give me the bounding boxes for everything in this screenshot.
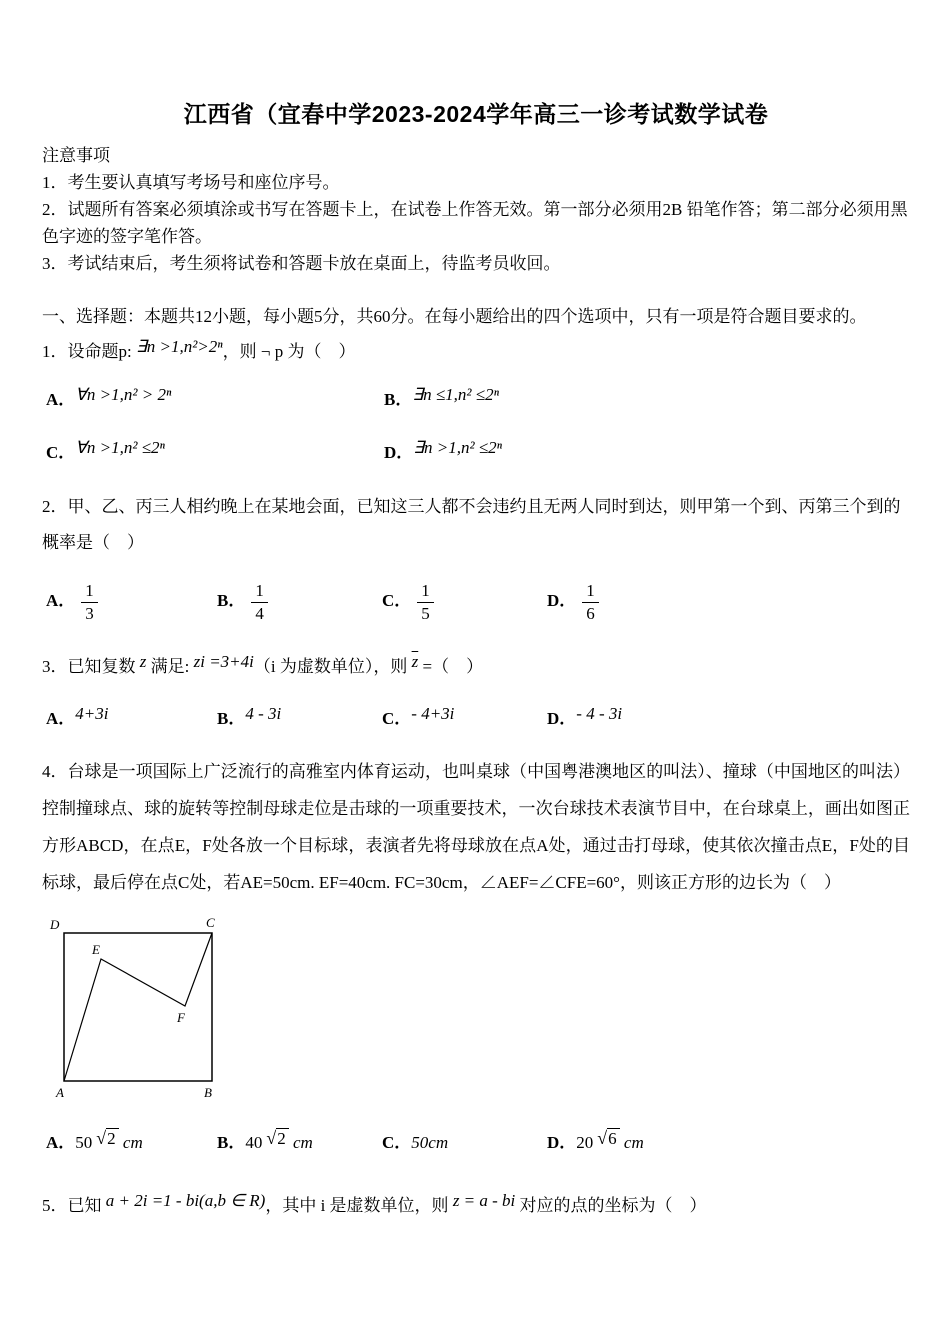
question-1-option-d — [384, 438, 910, 463]
q1-option-c-label: C． — [46, 443, 76, 462]
fraction-denominator: 5 — [421, 603, 430, 623]
fraction-numerator: 1 — [251, 581, 268, 603]
q3-stem-mid2: （i 为虚数单位），则 — [253, 657, 412, 677]
q5-stem-prefix: 5．已知 — [42, 1196, 106, 1216]
q2-option-b-fraction — [251, 581, 268, 623]
q2-option-c-fraction — [417, 581, 434, 623]
question-3-option-c — [382, 704, 547, 729]
notice-item-3: 3．考试结束后，考生须将试卷和答题卡放在桌面上，待监考员收回。 — [42, 254, 561, 273]
sqrt-radical — [597, 1129, 619, 1148]
fraction-denominator: 4 — [255, 603, 264, 623]
question-4-option-c — [382, 1128, 547, 1153]
question-4-stem: 4．台球是一项国际上广泛流行的高雅室内体育运动，也叫桌球（中国粤港澳地区的叫法）、撞球（中国地区的叫法）控制撞球点、球的旋转等控制母球走位是击球的一项重要技术，一次台球技术表演节目中，在台球桌上，画出如图正方形ABCD，在点E，F处各放一个目标球，表演者先将母球放在点A处，通过击打母球，使其依次撞击点E，F处的目标球，最后停在点C处，若AE=50cm. EF=40cm. FC=30cm，∠AEF=∠CFE=60°，则该正方形的边长为（ ） — [42, 762, 910, 893]
question-2-option-d — [547, 581, 910, 623]
question-3-stem — [42, 653, 910, 680]
q3-stem-prefix: 3．已知复数 — [42, 657, 140, 677]
q3-option-c-label: C． — [382, 709, 412, 729]
q1-option-a-label: A． — [46, 390, 76, 409]
q1-stem-suffix: ，则 ¬ p 为（ ） — [222, 342, 356, 361]
q2-option-b-label: B． — [217, 590, 246, 610]
fraction-denominator: 6 — [586, 603, 595, 623]
q4-option-d-coef: 20 — [576, 1133, 594, 1153]
q1-stem-math: ∃n >1,n²>2ⁿ — [135, 337, 223, 356]
question-4-option-d — [547, 1128, 910, 1153]
fraction-numerator: 1 — [417, 581, 434, 603]
q1-option-c-math: ∀n >1,n² ≤2ⁿ — [75, 438, 165, 457]
question-1-option-b — [384, 385, 910, 410]
q3-var-z: z — [139, 652, 147, 672]
question-3-option-d — [547, 704, 910, 729]
q3-option-b-label: B． — [217, 709, 246, 729]
q1-option-d-label: D． — [384, 443, 414, 462]
question-2-stem: 2．甲、乙、丙三人相约晚上在某地会面，已知这三人都不会违约且无两人同时到达，则甲第一个到、丙第三个到的概率是（ ） — [42, 497, 901, 552]
q4-option-b-unit: cm — [292, 1133, 313, 1153]
page-title: 江西省（宜春中学2023-2024学年高三一诊考试数学试卷 — [183, 101, 769, 127]
q4-option-d-label: D． — [547, 1133, 577, 1153]
q3-z-conjugate: $\overline{z}$ — [411, 652, 419, 672]
q4-option-a-label: A． — [46, 1133, 76, 1153]
question-1-option-a — [46, 385, 384, 410]
question-1-options — [46, 385, 910, 463]
q4-option-b-label: B． — [217, 1133, 246, 1153]
q5-stem-math2: z = a - bi — [452, 1191, 516, 1211]
question-1-option-c — [46, 438, 384, 463]
q2-option-c-label: C． — [382, 590, 412, 610]
question-2-options — [46, 581, 910, 623]
q3-option-a-label: A． — [46, 709, 76, 729]
question-3-options — [46, 704, 910, 729]
q1-option-d-math: ∃n >1,n² ≤2ⁿ — [413, 438, 503, 457]
q2-option-d-label: D． — [547, 590, 577, 610]
question-2-option-b — [217, 581, 382, 623]
q1-stem-prefix: 1．设命题p: — [42, 342, 136, 361]
q3-option-d-math: - 4 - 3i — [576, 704, 623, 724]
q2-option-a-label: A． — [46, 590, 76, 610]
figure-label-f: F — [177, 1010, 185, 1026]
radicand: 6 — [607, 1128, 620, 1148]
ball-path-line — [64, 933, 212, 1081]
q3-option-d-label: D． — [547, 709, 577, 729]
question-2-option-c — [382, 581, 547, 623]
question-4-option-a — [46, 1128, 217, 1153]
sqrt-radical — [266, 1129, 288, 1148]
q4-option-c-label: C． — [382, 1133, 412, 1153]
q3-stem-mid1: 满足: — [146, 657, 194, 677]
figure-label-d: D — [50, 917, 60, 933]
q3-option-b-math: 4 - 3i — [245, 704, 282, 724]
notice-heading: 注意事项 — [42, 146, 110, 165]
q3-stem-math: zi =3+4i — [193, 652, 254, 672]
question-5-stem — [42, 1191, 910, 1221]
question-3-option-b — [217, 704, 382, 729]
fraction-numerator: 1 — [81, 581, 98, 603]
question-4-options — [46, 1128, 910, 1153]
q3-option-c-math: - 4+3i — [411, 704, 455, 724]
q4-option-a-unit: cm — [122, 1133, 143, 1153]
q2-option-d-fraction — [582, 581, 599, 623]
q5-stem-suffix: 对应的点的坐标为（ ） — [515, 1196, 707, 1216]
q3-stem-suffix: =（ ） — [418, 657, 484, 677]
notice-item-2: 2．试题所有答案必须填涂或书写在答题卡上，在试卷上作答无效。第一部分必须用2B 铅笔作答；第二部分必须用黑色字迹的签字笔作答。 — [42, 200, 908, 246]
notice-section — [42, 143, 910, 277]
q4-option-b-coef: 40 — [245, 1133, 263, 1153]
q4-option-d-unit: cm — [623, 1133, 644, 1153]
sqrt-radical — [96, 1129, 118, 1148]
figure-label-a: A — [56, 1085, 64, 1101]
radicand: 2 — [106, 1128, 119, 1148]
q5-stem-mid: ，其中 i 是虚数单位，则 — [265, 1196, 453, 1216]
section-heading: 一、选择题：本题共12小题，每小题5分，共60分。在每小题给出的四个选项中，只有一项是符合题目要求的。 — [42, 307, 867, 326]
figure-label-c: C — [206, 915, 215, 931]
figure-label-b: B — [204, 1085, 212, 1101]
question-3-option-a — [46, 704, 217, 729]
billiards-square-diagram — [48, 915, 226, 1107]
q2-option-a-fraction — [81, 581, 98, 623]
q1-option-b-math: ∃n ≤1,n² ≤2ⁿ — [412, 385, 499, 404]
q4-option-c-text: 50cm — [411, 1133, 449, 1153]
q1-option-a-math: ∀n >1,n² > 2ⁿ — [75, 385, 172, 404]
q4-option-a-coef: 50 — [75, 1133, 93, 1153]
q1-option-b-label: B． — [384, 390, 413, 409]
fraction-numerator: 1 — [582, 581, 599, 603]
question-2-option-a — [46, 581, 217, 623]
figure-label-e: E — [92, 942, 100, 958]
q5-stem-math1: a + 2i =1 - bi(a,b ∈ R) — [105, 1191, 266, 1211]
radicand: 2 — [276, 1128, 289, 1148]
question-4-option-b — [217, 1128, 382, 1153]
question-1-stem — [42, 338, 910, 365]
question-4-figure — [48, 915, 910, 1112]
notice-item-1: 1．考生要认真填写考场号和座位序号。 — [42, 173, 340, 192]
q3-option-a-math: 4+3i — [75, 704, 109, 724]
fraction-denominator: 3 — [85, 603, 94, 623]
